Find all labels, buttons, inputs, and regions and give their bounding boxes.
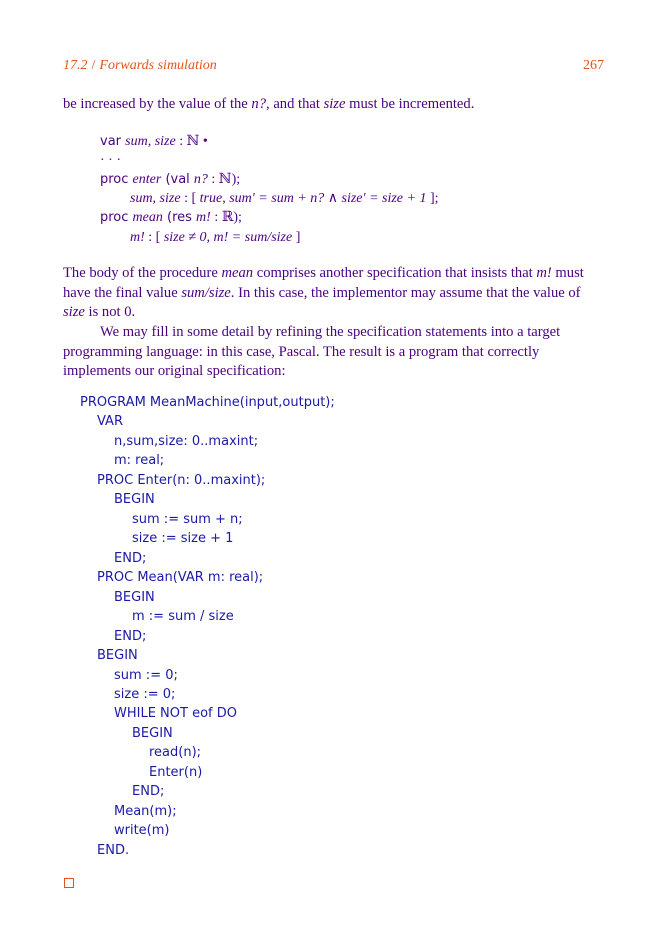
code-line: Enter(n) <box>149 765 203 780</box>
bracket: : [ <box>144 230 164 245</box>
frame-var: m! <box>130 230 145 245</box>
keyword-val: (val <box>161 172 194 187</box>
code-line: END; <box>132 784 165 799</box>
param-type: : ℕ); <box>207 172 241 187</box>
paragraph-refine: We may fill in some detail by refining the specification statements into a target programming language: in this case, Pascal. The result is a program that correctly implements our original specification: <box>63 324 561 380</box>
keyword-proc: proc <box>100 172 133 187</box>
spec-line-enter <box>100 170 240 189</box>
text: is not 0. <box>84 304 136 321</box>
precondition: true <box>199 191 223 206</box>
code-line: sum := sum + n; <box>132 512 243 527</box>
text: be increased by the value of the <box>63 96 252 112</box>
spec-type: : ℕ • <box>175 134 208 149</box>
code-line: Mean(m); <box>114 804 177 819</box>
code-line: PROC Enter(n: 0..maxint); <box>97 473 266 488</box>
code-line: WHILE NOT eof DO <box>114 706 237 721</box>
var-size: size <box>63 304 85 321</box>
code-line: PROC Mean(VAR m: real); <box>97 570 264 585</box>
var-size: size <box>323 96 346 112</box>
code-line: VAR <box>97 414 123 429</box>
code-line: sum := 0; <box>114 668 178 683</box>
code-line: PROGRAM MeanMachine(input,output); <box>80 395 335 410</box>
code-line: m: real; <box>114 453 165 468</box>
page-number: 267 <box>583 58 604 73</box>
proc-name-mean: mean <box>132 210 163 225</box>
proc-name-enter: enter <box>132 172 162 187</box>
var-n: n? <box>251 96 267 112</box>
code-line: read(n); <box>149 745 202 760</box>
end-of-proof-box-icon <box>64 878 74 888</box>
postcondition: sum′ = sum + n? ∧ size′ = size + 1 <box>229 191 427 206</box>
keyword-proc: proc <box>100 210 133 225</box>
header-section <box>63 58 217 74</box>
frame-vars: sum, size <box>130 191 181 206</box>
bracket: ] <box>292 230 301 245</box>
var-mean: mean <box>221 265 254 281</box>
running-header <box>63 58 604 78</box>
text: The body of the procedure <box>63 265 222 281</box>
text: . In this case, the implementor may assume that the value of <box>230 284 581 301</box>
section-title: Forwards simulation <box>99 58 217 73</box>
var-m: m! <box>536 265 552 281</box>
text: , and that <box>266 96 324 112</box>
comma: , <box>222 191 230 206</box>
code-line: BEGIN <box>114 492 155 507</box>
spec-line-enter-body <box>130 189 439 208</box>
spec-line-mean-body <box>130 228 300 247</box>
code-line: write(m) <box>114 823 170 838</box>
text: must be incremented. <box>345 96 475 112</box>
bracket: : [ <box>180 191 200 206</box>
spec-line-mean <box>100 208 242 227</box>
keyword-res: (res <box>162 210 197 225</box>
spec-line-ellipsis: · · · <box>100 153 121 168</box>
header-separator: / <box>91 58 96 73</box>
code-line: BEGIN <box>114 590 155 605</box>
code-line: END; <box>114 629 147 644</box>
expr-sum-size: sum/size <box>181 284 231 301</box>
param-type: : ℝ); <box>210 210 242 225</box>
spec-vars: sum, size <box>125 134 176 149</box>
text: comprises another specification that insists that <box>253 265 537 281</box>
param-n: n? <box>193 172 208 187</box>
code-line: END; <box>114 551 147 566</box>
code-line: n,sum,size: 0..maxint; <box>114 434 259 449</box>
bracket: ]; <box>426 191 439 206</box>
paragraph-mean <box>63 264 604 323</box>
intro-line <box>63 95 604 115</box>
section-number: 17.2 <box>63 58 88 73</box>
code-line: size := size + 1 <box>132 531 234 546</box>
param-m: m! <box>196 210 211 225</box>
text: must have the final value <box>63 265 584 301</box>
spec-line-var <box>100 132 208 151</box>
spec-condition: size ≠ 0, m! = sum/size <box>163 230 293 245</box>
code-line: size := 0; <box>114 687 176 702</box>
code-line: END. <box>97 843 130 858</box>
code-line: BEGIN <box>132 726 173 741</box>
keyword-var: var <box>100 134 126 149</box>
code-line: BEGIN <box>97 648 138 663</box>
code-line: m := sum / size <box>132 609 234 624</box>
